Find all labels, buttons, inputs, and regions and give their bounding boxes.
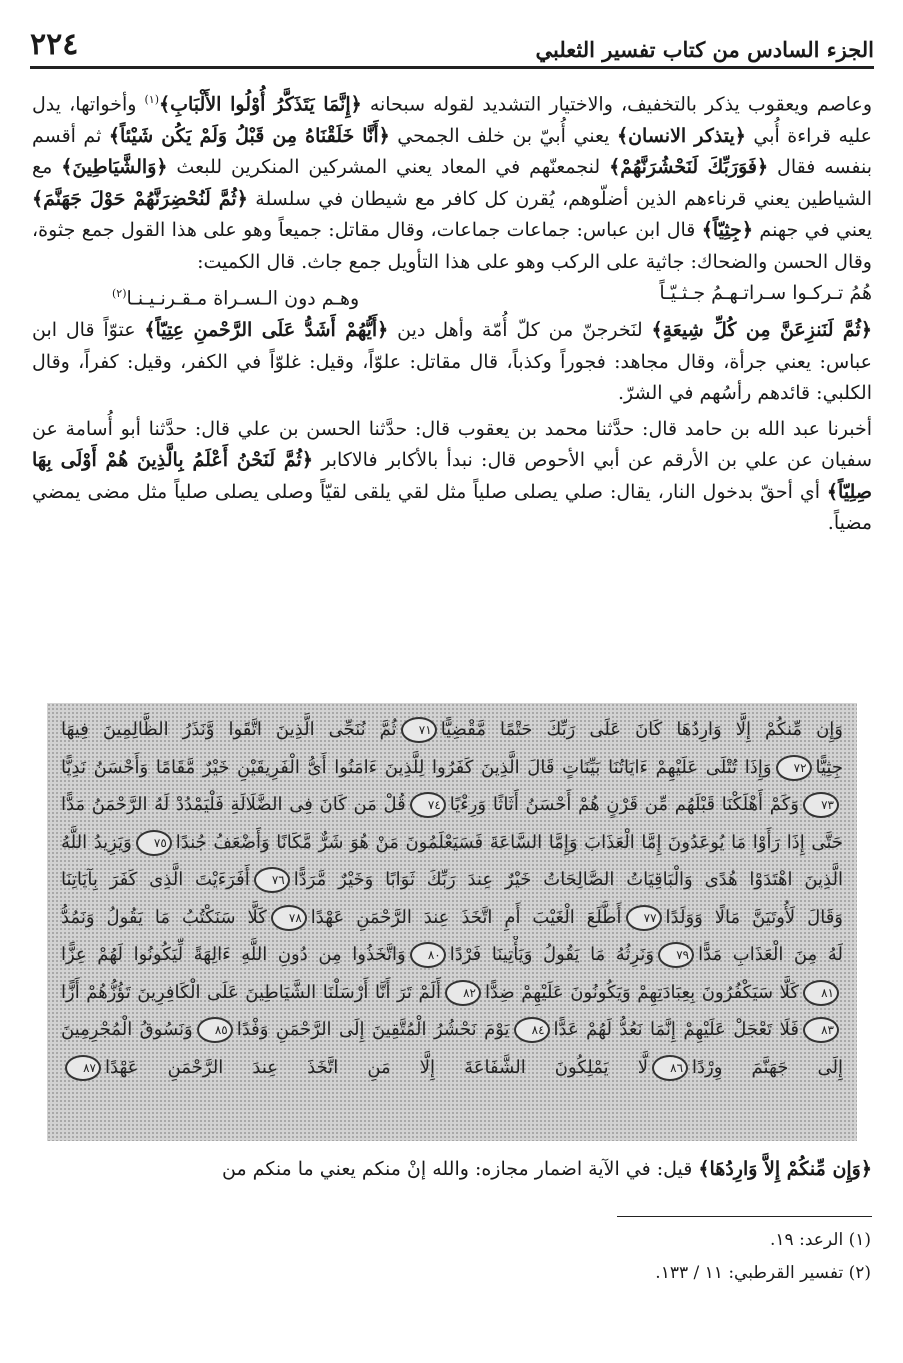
quran-quote: ﴿ثُمَّ لَنَحْنُ أَعْلَمُ بِالَّذِينَ هُمْ أَوْلَى بِهَا صِلِيّاً﴾ — [32, 449, 872, 503]
text-run: أَلَمْ تَرَ أَنَّا أَرْسَلْنَا الشَّيَاطِينَ عَلَى الْكَافِرِينَ تَؤُزُّهُمْ أَزًّا — [61, 981, 441, 1003]
quran-line — [61, 861, 843, 899]
text-run: لنَخرجنّ من كلّ أُمّة وأهل دين — [388, 319, 652, 342]
quran-quote: ﴿أَيُّهُمْ أَشَدُّ عَلَى الرَّحْمنِ عِتِيّاً﴾ — [144, 319, 389, 342]
quran-quote: ﴿جِثِيّاً﴾ — [701, 219, 754, 242]
text-run: ثُمَّ نُنَجِّى الَّذِينَ اتَّقَوا وَّنَذَرُ الظَّالِمِينَ فِيهَا — [61, 719, 397, 740]
footnote: (١) الرعد: ١٩. — [770, 1230, 871, 1250]
quran-quote: ﴿فَوَرَبِّكَ لَنَحْشُرَنَّهُمْ﴾ — [609, 156, 769, 179]
text-run: أخبرنا عبد الله بن حامد قال: حدَّثنا محمد بن يعقوب قال: حدَّثنا الحسن بن علي قال: حدَّثنا أبو أُسامة عن سفيان عن علي بن الأرقم عن أبي الأحوص قال: نبدأ بالأكابر فالاكابر — [32, 417, 872, 472]
commentary-text — [32, 84, 872, 540]
verse-number: ٧٧ — [626, 905, 662, 931]
text-run: يعني أُبيّ بن خلف الجمحي — [389, 124, 617, 147]
quran-line — [61, 899, 843, 937]
text-run: وَنَرِثُهُ مَا يَقُولُ وَيَأْتِينَا فَرْدًا — [449, 944, 655, 965]
page-header — [30, 22, 874, 69]
verse-number: ٧١ — [401, 717, 437, 743]
verse-number: ٨٣ — [803, 1017, 839, 1043]
text-run: قيل: في الآية اضمار مجازه: والله إنْ منكم يعني ما منكم من — [222, 1158, 699, 1180]
quran-quote: ﴿ثُمَّ لَنَنزِعَنَّ مِن كُلِّ شِيعَةٍ﴾ — [651, 319, 872, 342]
verse-number: ٧٥ — [136, 830, 172, 856]
poem-hemistich-second — [112, 278, 359, 315]
quran-quote: ﴿أَنَّا خَلَقْنَاهُ مِن قَبْلُ وَلَمْ يَكُن شَيْئاً﴾ — [108, 124, 390, 147]
paragraph — [32, 84, 872, 278]
text-run: فَلَا تَعْجَلْ عَلَيْهِمْ إِنَّمَا نَعُدُّ لَهُمْ عَدًّا — [553, 1019, 799, 1040]
text-run: وَإِن مِّنكُمْ إِلَّا وَارِدُهَا كَانَ عَلَى رَبِّكَ حَتْمًا مَّقْضِيًّا — [440, 719, 843, 740]
quran-verses-box — [47, 703, 857, 1141]
poem-verse — [112, 278, 872, 315]
paragraph — [32, 414, 872, 540]
verse-number: ٧٩ — [658, 942, 694, 968]
quran-line — [61, 1011, 843, 1049]
verse-number: ٧٨ — [271, 905, 307, 931]
text-run: حَتَّى إِذَا رَأَوْا مَا يُوعَدُونَ إِمَّا الْعَذَابَ وَإِمَّا السَّاعَةَ فَسَيَعْلَمُونَ مَنْ هُوَ شَرٌّ مَّكَانًا وَأَضْعَفُ جُندًا — [175, 831, 843, 853]
text-run: عتوّاً قال ابن عباس: يعني جرأة، وقال مجاهد: فجوراً وكذباً، قال مقاتل: علوّاً، وقيل: غلوّاً في الكفر، وقيل: كفراً، وقال الكلبي: قائدهم رأسُهم في الشرّ. — [32, 319, 872, 405]
text-run: أَفَرَءَيْتَ الَّذِى كَفَرَ بِآيَاتِنَا — [61, 869, 250, 890]
verse-number: ٧٢ — [776, 755, 812, 781]
verse-number: ٨٢ — [445, 980, 481, 1006]
text-run: لَهُ مِنَ الْعَذَابِ مَدًّا — [698, 944, 843, 965]
text-run: ثم أقسم بنفسه فقال — [32, 124, 872, 179]
running-title: الجزء السادس من كتاب تفسير الثعلبي — [535, 37, 874, 62]
text-run: قال ابن عباس: جماعات جماعات، وقال مقاتل: جميعاً وهو على هذا القول جمع جثوة، وقال الحسن والضحاك: جاثية على الركب وهو على هذا التأويل جمع جاث. قال الكميت: — [32, 219, 872, 273]
text-run: قُلْ مَن كَانَ فِى الضَّلَالَةِ فَلْيَمْدُدْ لَهُ الرَّحْمَنُ مَدًّا — [61, 794, 406, 815]
verse-number: ٨٧ — [65, 1055, 101, 1081]
verse-number: ٧٤ — [410, 792, 446, 818]
text-run: وَكَمْ أَهْلَكْنَا قَبْلَهُم مِّن قَرْنٍ هُمْ أَحْسَنُ أَثَاثًا وَرِءْيًا — [449, 794, 799, 815]
text-run: الَّذِينَ اهْتَدَوْا هُدًى وَالْبَاقِيَاتُ الصَّالِحَاتُ خَيْرٌ عِندَ رَبِّكَ ثَوَابًا وَخَيْرٌ مَّرَدًّا — [293, 869, 843, 890]
quran-line — [61, 749, 843, 787]
text-run: وَإِذَا تُتْلَى عَلَيْهِمْ ءَايَاتُنَا بَيِّنَاتٍ قَالَ الَّذِينَ كَفَرُوا لِلَّذِينَ ءَامَنُوا أَىُّ الْفَرِيقَيْنِ خَيْرٌ مَّقَامًا وَأَحْسَنُ نَدِيًّا — [61, 756, 772, 778]
quran-line — [61, 824, 843, 862]
verse-number: ٨١ — [803, 980, 839, 1006]
text-run: لَّا يَمْلِكُونَ الشَّفَاعَةَ إِلَّا مَنِ اتَّخَذَ عِندَ الرَّحْمَنِ عَهْدًا — [105, 1056, 649, 1078]
text-run: إِلَى جَهَنَّمَ وِرْدًا — [692, 1056, 843, 1078]
text-run: أي أحقّ بدخول النار، يقال: صلي يصلى صلياً مثل لقي يلقى لقيّاً وصلى يصلى صلياً مثل مضى يمضي مضياً. — [32, 480, 872, 535]
text-run: وَنَسُوقُ الْمُجْرِمِينَ — [61, 1019, 193, 1040]
quran-quote: ﴿ثُمَّ لَنُحْضِرَنَّهُمْ حَوْلَ جَهَنَّمَ﴾ — [32, 187, 248, 210]
paragraph — [32, 315, 872, 410]
text-run: كَلَّا سَيَكْفُرُونَ بِعِبَادَتِهِمْ وَيَكُونُونَ عَلَيْهِمْ ضِدًّا — [484, 981, 799, 1003]
verse-number: ٧٦ — [254, 867, 290, 893]
text-run: جِثِيًّا — [815, 756, 843, 778]
quran-quote: ﴿وَإِن مِّنكُمْ إِلاَّ وَارِدُهَا﴾ — [698, 1158, 872, 1180]
commentary-continuation — [32, 1153, 872, 1185]
text-run: وعاصم ويعقوب يذكر بالتخفيف، والاختيار التشديد لقوله سبحانه — [361, 93, 873, 116]
text-run: وَيَزِيدُ اللَّهُ — [61, 831, 132, 853]
verse-number: ٨٤ — [514, 1017, 550, 1043]
verse-number: ٧٣ — [803, 792, 839, 818]
text-run: وَقَالَ لَأُوتَيَنَّ مَالًا وَوَلَدًا — [665, 906, 843, 928]
text-run: مع الشياطين يعني قرناءهم الذين أضلّوهم، يُقرن كل كافر مع شيطان في سلسلة — [32, 156, 872, 210]
quran-line — [61, 974, 843, 1012]
text-run: يعني في جهنم — [753, 219, 872, 242]
quran-line — [61, 1049, 843, 1087]
page-number: ٢٢٤ — [30, 27, 79, 62]
footnote-divider — [617, 1216, 872, 1217]
quran-quote: ﴿يتذكر الانسان﴾ — [616, 124, 746, 147]
text-run: أَطَّلَعَ الْغَيْبَ أَمِ اتَّخَذَ عِندَ الرَّحْمَنِ عَهْدًا — [310, 906, 622, 928]
footnote: (٢) تفسير القرطبي: ١١ / ١٣٣. — [655, 1263, 871, 1283]
poem-hemistich-first: هُمُ تـركـوا سـراتـهـمُ جـثـيّـاً — [659, 282, 872, 305]
verse-number: ٨٥ — [197, 1017, 233, 1043]
text-run: وَاتَّخَذُوا مِن دُونِ اللَّهِ ءَالِهَةً لِّيَكُونُوا لَهُمْ عِزًّا — [61, 944, 406, 965]
text-run: لنجمعنّهم في المعاد يعني المشركين المنكرين للبعث — [167, 156, 610, 179]
verse-number: ٨٠ — [410, 942, 446, 968]
verse-number: ٨٦ — [652, 1055, 688, 1081]
quran-line — [61, 786, 843, 824]
poem-hemistich-text: وهـم دون الـسـراة مـقـرنـيـنـا — [126, 287, 360, 310]
text-run: وأخواتها، يدل عليه قراءة أُبي — [32, 93, 873, 147]
text-run: يَوْمَ نَحْشُرُ الْمُتَّقِينَ إِلَى الرَّحْمَنِ وَفْدًا — [236, 1019, 510, 1040]
footnote-marker: (٢) — [112, 287, 127, 301]
quran-quote: ﴿إِنَّمَا يَتَذَكَّرُ أُوْلُوا الأَلْبَابِ﴾ — [159, 93, 362, 116]
quran-line — [61, 936, 843, 974]
text-run: كَلَّا سَنَكْتُبُ مَا يَقُولُ وَنَمُدُّ — [61, 906, 267, 928]
quran-line — [61, 711, 843, 749]
quran-quote: ﴿وَالشَّيَاطِينَ﴾ — [61, 156, 168, 179]
footnote-marker: (١) — [144, 93, 159, 106]
